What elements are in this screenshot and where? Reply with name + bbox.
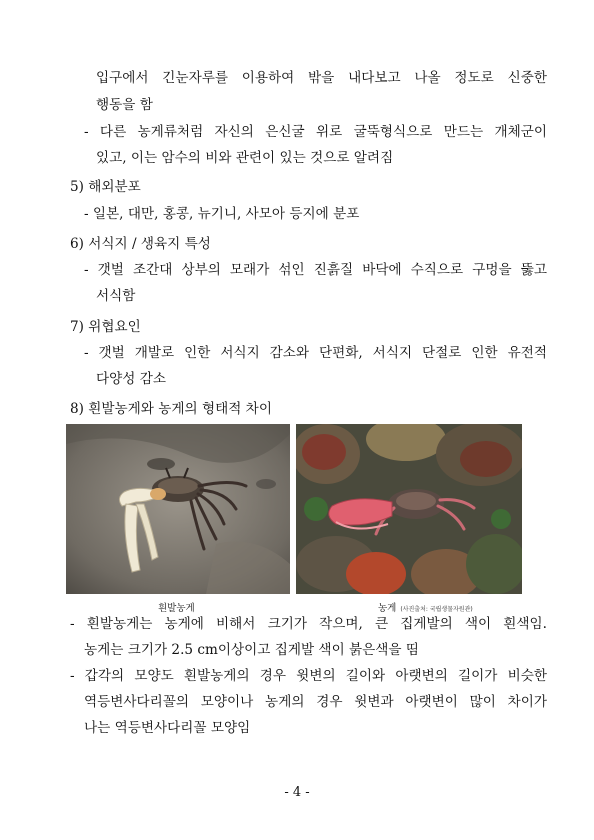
section-7-line-2: 다양성 감소 xyxy=(96,371,166,387)
continued-line-1: 입구에서 긴눈자루를 이용하여 밖을 내다보고 나올 정도로 신중한 xyxy=(96,70,547,86)
white-clawed-fiddler-crab-photo xyxy=(66,424,290,594)
page-number: - 4 - xyxy=(284,785,310,800)
section-8-heading: 8) 흰발농게와 농게의 형태적 차이 xyxy=(70,401,272,417)
left-figure-caption: 흰발농게 xyxy=(158,603,195,614)
size-bullet-line-1: - 흰발농게는 농게에 비해서 크기가 작으며, 큰 집게발의 색이 흰색임. xyxy=(70,616,547,632)
shape-bullet-line-2: 역등변사다리꼴의 모양이나 농게의 경우 윗변과 아랫변이 많이 차이가 xyxy=(84,694,547,710)
section-6-line-1: - 갯벌 조간대 상부의 모래가 섞인 진흙질 바닥에 수직으로 구멍을 뚫고 xyxy=(84,262,547,278)
shelter-bullet-line-1: - 다른 농게류처럼 자신의 은신굴 위로 굴뚝형식으로 만드는 개체군이 xyxy=(84,124,547,140)
shape-bullet-line-1: - 갑각의 모양도 흰발농게의 경우 윗변의 길이와 아랫변의 길이가 비슷한 xyxy=(70,668,547,684)
shape-bullet-line-3: 나는 역등변사다리꼴 모양임 xyxy=(84,720,251,736)
size-bullet-line-2: 농게는 크기가 2.5 cm이상이고 집게발 색이 붉은색을 띰 xyxy=(84,642,419,658)
section-6-line-2: 서식함 xyxy=(96,288,136,304)
right-figure-caption: 농게 xyxy=(378,603,397,614)
section-5-line-1: - 일본, 대만, 홍콩, 뉴기니, 사모아 등지에 분포 xyxy=(84,206,360,222)
section-7-line-1: - 갯벌 개발로 인한 서식지 감소와 단편화, 서식지 단절로 인한 유전적 xyxy=(84,345,547,361)
section-7-heading: 7) 위협요인 xyxy=(70,319,141,335)
shelter-bullet-line-2: 있고, 이는 암수의 비와 관련이 있는 것으로 알려짐 xyxy=(96,150,394,166)
section-5-heading: 5) 해외분포 xyxy=(70,179,141,195)
section-6-heading: 6) 서식지 / 생육지 특성 xyxy=(70,236,211,252)
right-figure-caption-wrap xyxy=(378,600,473,614)
red-clawed-fiddler-crab-photo xyxy=(296,424,522,594)
continued-line-2: 행동을 함 xyxy=(96,97,153,113)
photo-source-note: (사진출처: 국립생물자원관) xyxy=(400,606,473,613)
